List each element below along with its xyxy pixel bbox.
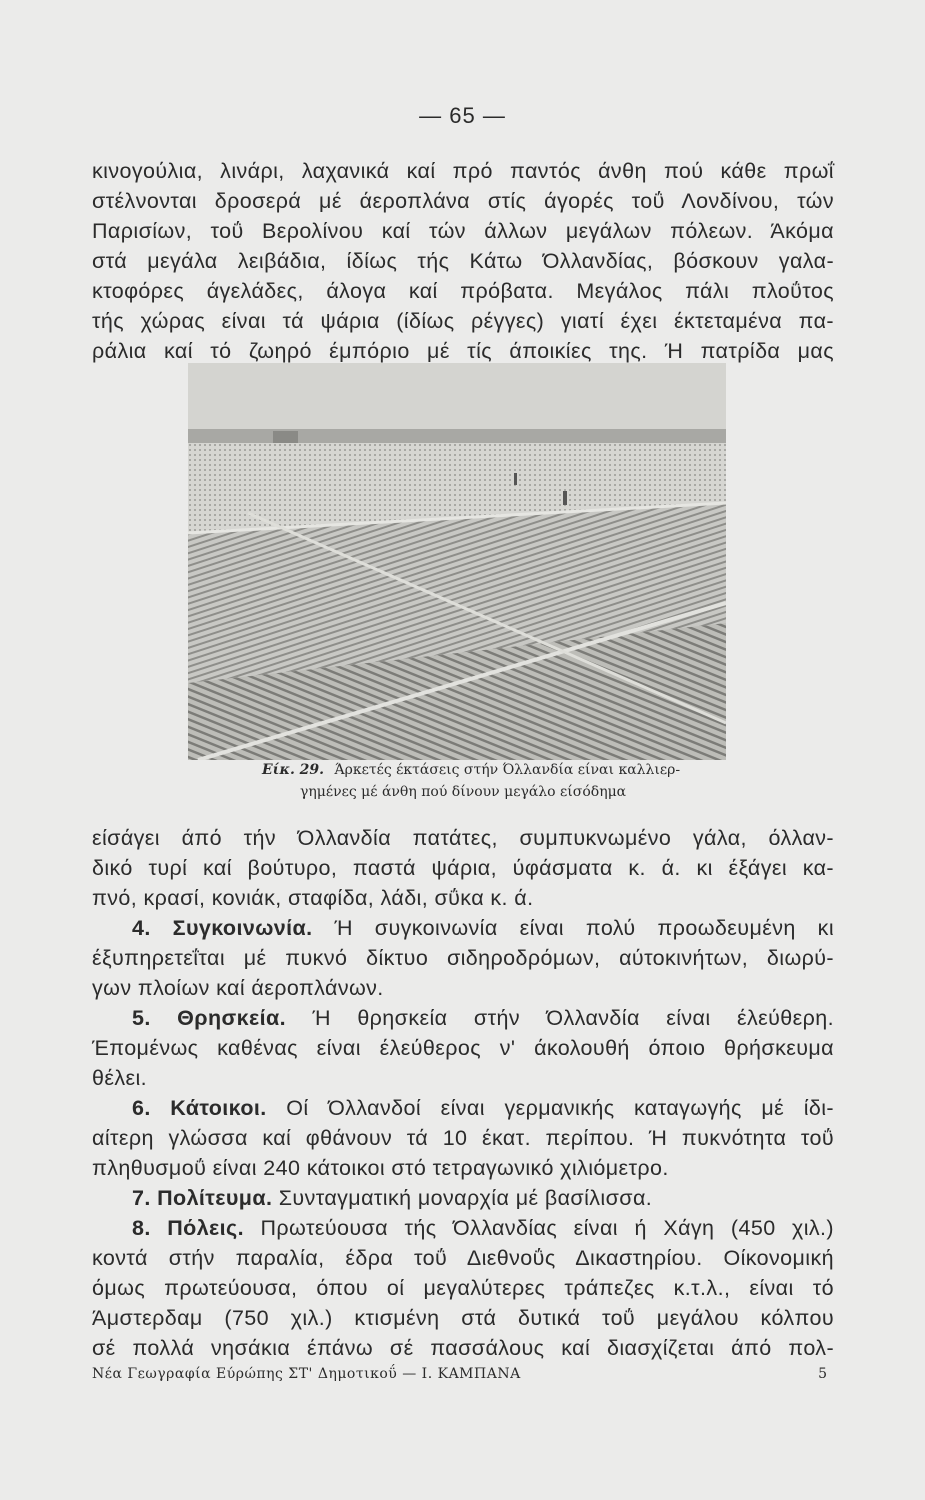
section-heading: 4. Συγκοινωνία. <box>132 916 313 940</box>
figure-label: Είκ. 29. <box>262 762 325 778</box>
paragraph-2 <box>92 823 834 1363</box>
text-line: κοντά στήν παραλία, έδρα τοΰ Διεθνοΰς Δικαστηρίου. Οίκονομική <box>92 1246 834 1270</box>
section-7 <box>92 1183 834 1213</box>
text-line: θέλει. <box>92 1066 148 1090</box>
section-6 <box>92 1093 834 1123</box>
text-line: Έπομένως καθένας είναι έλεύθερος ν' άκολουθή όποιο θρήσκευμα <box>92 1036 834 1060</box>
section-heading: 5. Θρησκεία. <box>132 1006 286 1030</box>
text-line: ράλια καί τό ζωηρό έμπόριο μέ τίς άποικίες της. Ή πατρίδα μας <box>92 339 834 363</box>
section-text: Πρωτεύουσα τής Όλλανδίας είναι ή Χάγη (450 χιλ.) <box>260 1216 834 1240</box>
text-line: κινογούλια, λινάρι, λαχανικά καί πρό παντός άνθη πού κάθε πρωΐ <box>92 159 834 183</box>
paragraph-1 <box>92 156 834 366</box>
text-line: δικό τυρί καί βούτυρο, παστά ψάρια, ύφάσματα κ. ά. κι έξάγει κα- <box>92 856 834 880</box>
text-line: στά μεγάλα λειβάδια, ίδίως τής Κάτω Όλλανδίας, βόσκουν γαλα- <box>92 249 834 273</box>
text-line: Παρισίων, τοΰ Βερολίνου καί τών άλλων μεγάλων πόλεων. Άκόμα <box>92 219 834 243</box>
text-line: πληθυσμοΰ είναι 240 κάτοικοι στό τετραγωνικό χιλιόμετρο. <box>92 1156 669 1180</box>
section-heading: 8. Πόλεις. <box>132 1216 244 1240</box>
page-number: — 65 — <box>419 103 506 128</box>
section-4 <box>92 913 834 943</box>
caption-line-1 <box>262 759 732 781</box>
text-line: τής χώρας είναι τά ψάρια (ίδίως ρέγγες) γιατί έχει έκτεταμένα πα- <box>92 309 834 333</box>
text-line: έξυπηρετεΐται μέ πυκνό δίκτυο σιδηροδρόμων, αύτοκινήτων, διωρύ- <box>92 946 834 970</box>
section-8 <box>92 1213 834 1243</box>
text-line: κτοφόρες άγελάδες, άλογα καί πρόβατα. Μεγάλος πάλι πλοΰτος <box>92 279 834 303</box>
section-text: Ή συγκοινωνία είναι πολύ προωδευμένη κι <box>334 916 835 940</box>
signature-number: 5 <box>818 1366 827 1382</box>
flower-fields-photo <box>188 363 726 760</box>
page-footer <box>92 1366 827 1382</box>
section-heading: 7. Πολίτευμα. <box>132 1186 273 1210</box>
caption-line-2: γημένες μέ άνθη πού δίνουν μεγάλο είσόδημα <box>300 784 627 800</box>
text-line: γων πλοίων καί άεροπλάνων. <box>92 976 384 1000</box>
section-text: Οί Όλλανδοί είναι γερμανικής καταγωγής μέ ίδι- <box>286 1096 834 1120</box>
section-heading: 6. Κάτοικοι. <box>132 1096 267 1120</box>
book-title: Νέα Γεωγραφία Εύρώπης ΣΤ' Δημοτικοΰ — Ι. ΚΑΜΠΑΝΑ <box>92 1366 521 1382</box>
section-5 <box>92 1003 834 1033</box>
figure-caption <box>262 759 732 803</box>
section-text: Συνταγματική μοναρχία μέ βασίλισσα. <box>278 1186 653 1210</box>
text-line: όμως πρωτεύουσα, όπου οί μεγαλύτερες τράπεζες κ.τ.λ., είναι τό <box>92 1276 834 1300</box>
text-line: στέλνονται δροσερά μέ άεροπλάνα στίς άγορές τοΰ Λονδίνου, τών <box>92 189 834 213</box>
text-line: πνό, κρασί, κονιάκ, σταφίδα, λάδι, σΰκα κ. ά. <box>92 886 534 910</box>
text-line: Άμστερδαμ (750 χιλ.) κτισμένη στά δυτικά τοΰ μεγάλου κόλπου <box>92 1306 834 1330</box>
section-text: Ή θρησκεία στήν Όλλανδία είναι έλεύθερη. <box>312 1006 834 1030</box>
caption-text: Άρκετές έκτάσεις στήν Όλλανδία είναι καλλιερ- <box>334 762 681 778</box>
text-line: αίτερη γλώσσα καί φθάνουν τά 10 έκατ. περίπου. Ή πυκνότητα τοΰ <box>92 1126 834 1150</box>
text-line: είσάγει άπό τήν Όλλανδία πατάτες, συμπυκνωμένο γάλα, όλλαν- <box>92 826 834 850</box>
text-line: σέ πολλά νησάκια έπάνω σέ πασσάλους καί διασχίζεται άπό πολ- <box>92 1336 834 1360</box>
